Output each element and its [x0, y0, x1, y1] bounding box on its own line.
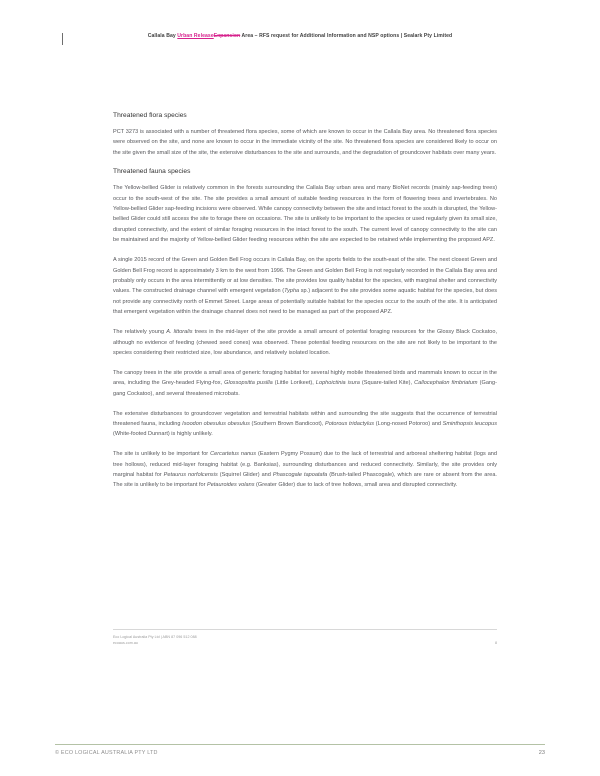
paragraph-fauna-4: The canopy trees in the site provide a small area of generic foraging habitat for several highly mobile threatened birds and mammals known to occur in the area, including the Grey-headed Flying-fox, Glossopsitta pusilla (Little Lorikeet), Lophoictinia isura (Square-tailed Kite), Callocephalon fimbriatum (Gang-gang Cockatoo), and several threatened microbats.	[113, 369, 497, 397]
header-deleted-text: Expansion	[213, 33, 241, 39]
footer-page-number: 23	[538, 750, 545, 756]
footer-copyright: © ECO LOGICAL AUSTRALIA PTY LTD	[55, 750, 158, 756]
header-inserted-text: Urban Release	[177, 33, 214, 39]
paragraph-fauna-5: The extensive disturbances to groundcover vegetation and terrestrial habitats within and surrounding the site suggests that the occurrence of terrestrial threatened fauna, including Isoodon obesulus obesulus (Southern Brown Bandicoot), Potorous tridactylus (Long-nosed Potoroo) and Sminthopsis leucopus (White-footed Dunnart) is highly unlikely.	[113, 410, 497, 438]
paragraph-fauna-3: The relatively young A. littoralis trees in the mid-layer of the site provide a small amount of potential foraging resources for the Glossy Black Cockatoo, although no evidence of feeding (chewed seed cones) was observed. These potential feeding resources on the site are not likely to be important to the species considering their restricted size, low abundance, and relatively isolated location.	[113, 329, 498, 356]
heading-threatened-fauna-species: Threatened fauna species	[113, 168, 191, 176]
footer-divider	[55, 744, 545, 745]
paragraph-flora-1: PCT 3273 is associated with a number of threatened flora species, some of which are known to occur in the Callala Bay area. No threatened flora species were observed on the site, and none are known to occur in the immediate vicinity of the site. No threatened flora species are considered likely to occur on the site given the small size of the site, the extensive disturbances to the site and surrounds, and the degradation of groundcover habitats over many years.	[113, 128, 497, 156]
document-body	[113, 112, 497, 491]
header-prefix: Callala Bay	[147, 33, 178, 39]
inner-footer-website: ecoaus.com.au	[113, 641, 138, 646]
running-header	[0, 33, 600, 39]
paragraph-fauna-6: The site is unlikely to be important for Cercartetus nanus (Eastern Pygmy Possum) due to the lack of terrestrial and arboreal sheltering habitat (logs and tree hollows), reduced mid-layer foraging habitat (e.g. Banksias), surrounding disturbances and reduced connectivity. Similarly, the site provides only marginal habitat for Petaurus norfolcensis (Squirrel Glider) and Phascogale tapoatafa (Brush-tailed Phascogale), which are rare or absent from the area. The site is unlikely to be important for Petauroides volans (Greater Glider) due to lack of tree hollows, small area and disrupted connectivity.	[113, 451, 497, 489]
paragraph-fauna-2: A single 2015 record of the Green and Golden Bell Frog occurs in Callala Bay, on the sports fields to the south-east of the site. The next closest Green and Golden Bell Frog record is approximately 3 km to the west from 1996. The Green and Golden Bell Frog is not regularly recorded in the Callala Bay area and probably only occurs in the area intermittently or at low densities. The site provides low quality habitat for the species, with marginal shelter and connectivity values. The constructed drainage channel with emergent vegetation (Typha sp.) adjacent to the site provides some aquatic habitat for the species, but does not provide any connectivity north of Emmet Street. Large areas of potentially suitable habitat for the species occur to the south of the site. It is anticipated that emergent vegetation within the drainage channel does not need to be managed as part of the proposed APZ.	[113, 257, 497, 316]
inner-footer	[113, 634, 497, 646]
header-suffix: Area – RFS request for Additional Information and NSP options | Sealark Pty Limited	[240, 33, 453, 39]
inner-footer-company-line: Eco Logical Australia Pty Ltd | ABN 87 096 512 088	[113, 635, 197, 639]
paragraph-fauna-1: The Yellow-bellied Glider is relatively common in the forests surrounding the Callala Bay urban area and many BioNet records (mainly sap-feeding trees) occur to the south-west of the site. The site provides a small amount of suitable feeding resources in the form of flowering trees and invertebrates. No Yellow-bellied Glider sap-feeding incisions were observed. While canopy connectivity between the site and intact forest to the south is disrupted, the Yellow-bellied Glider could still access the site to forage there on occasions. The site is unlikely to be important to the species or used regularly given its small size, disrupted connectivity, and the extent of similar foraging resources in the intact forest to the south. The current level of canopy connectivity to the site can be maintained and the majority of Yellow-bellied Glider feeding resources within the site are expected to be retained while implementing the proposed APZ.	[113, 185, 497, 244]
inner-footer-divider	[113, 629, 497, 630]
heading-threatened-flora-species: Threatened flora species	[113, 112, 187, 119]
page-footer	[55, 750, 545, 756]
inner-footer-page-number: 8	[494, 641, 497, 646]
